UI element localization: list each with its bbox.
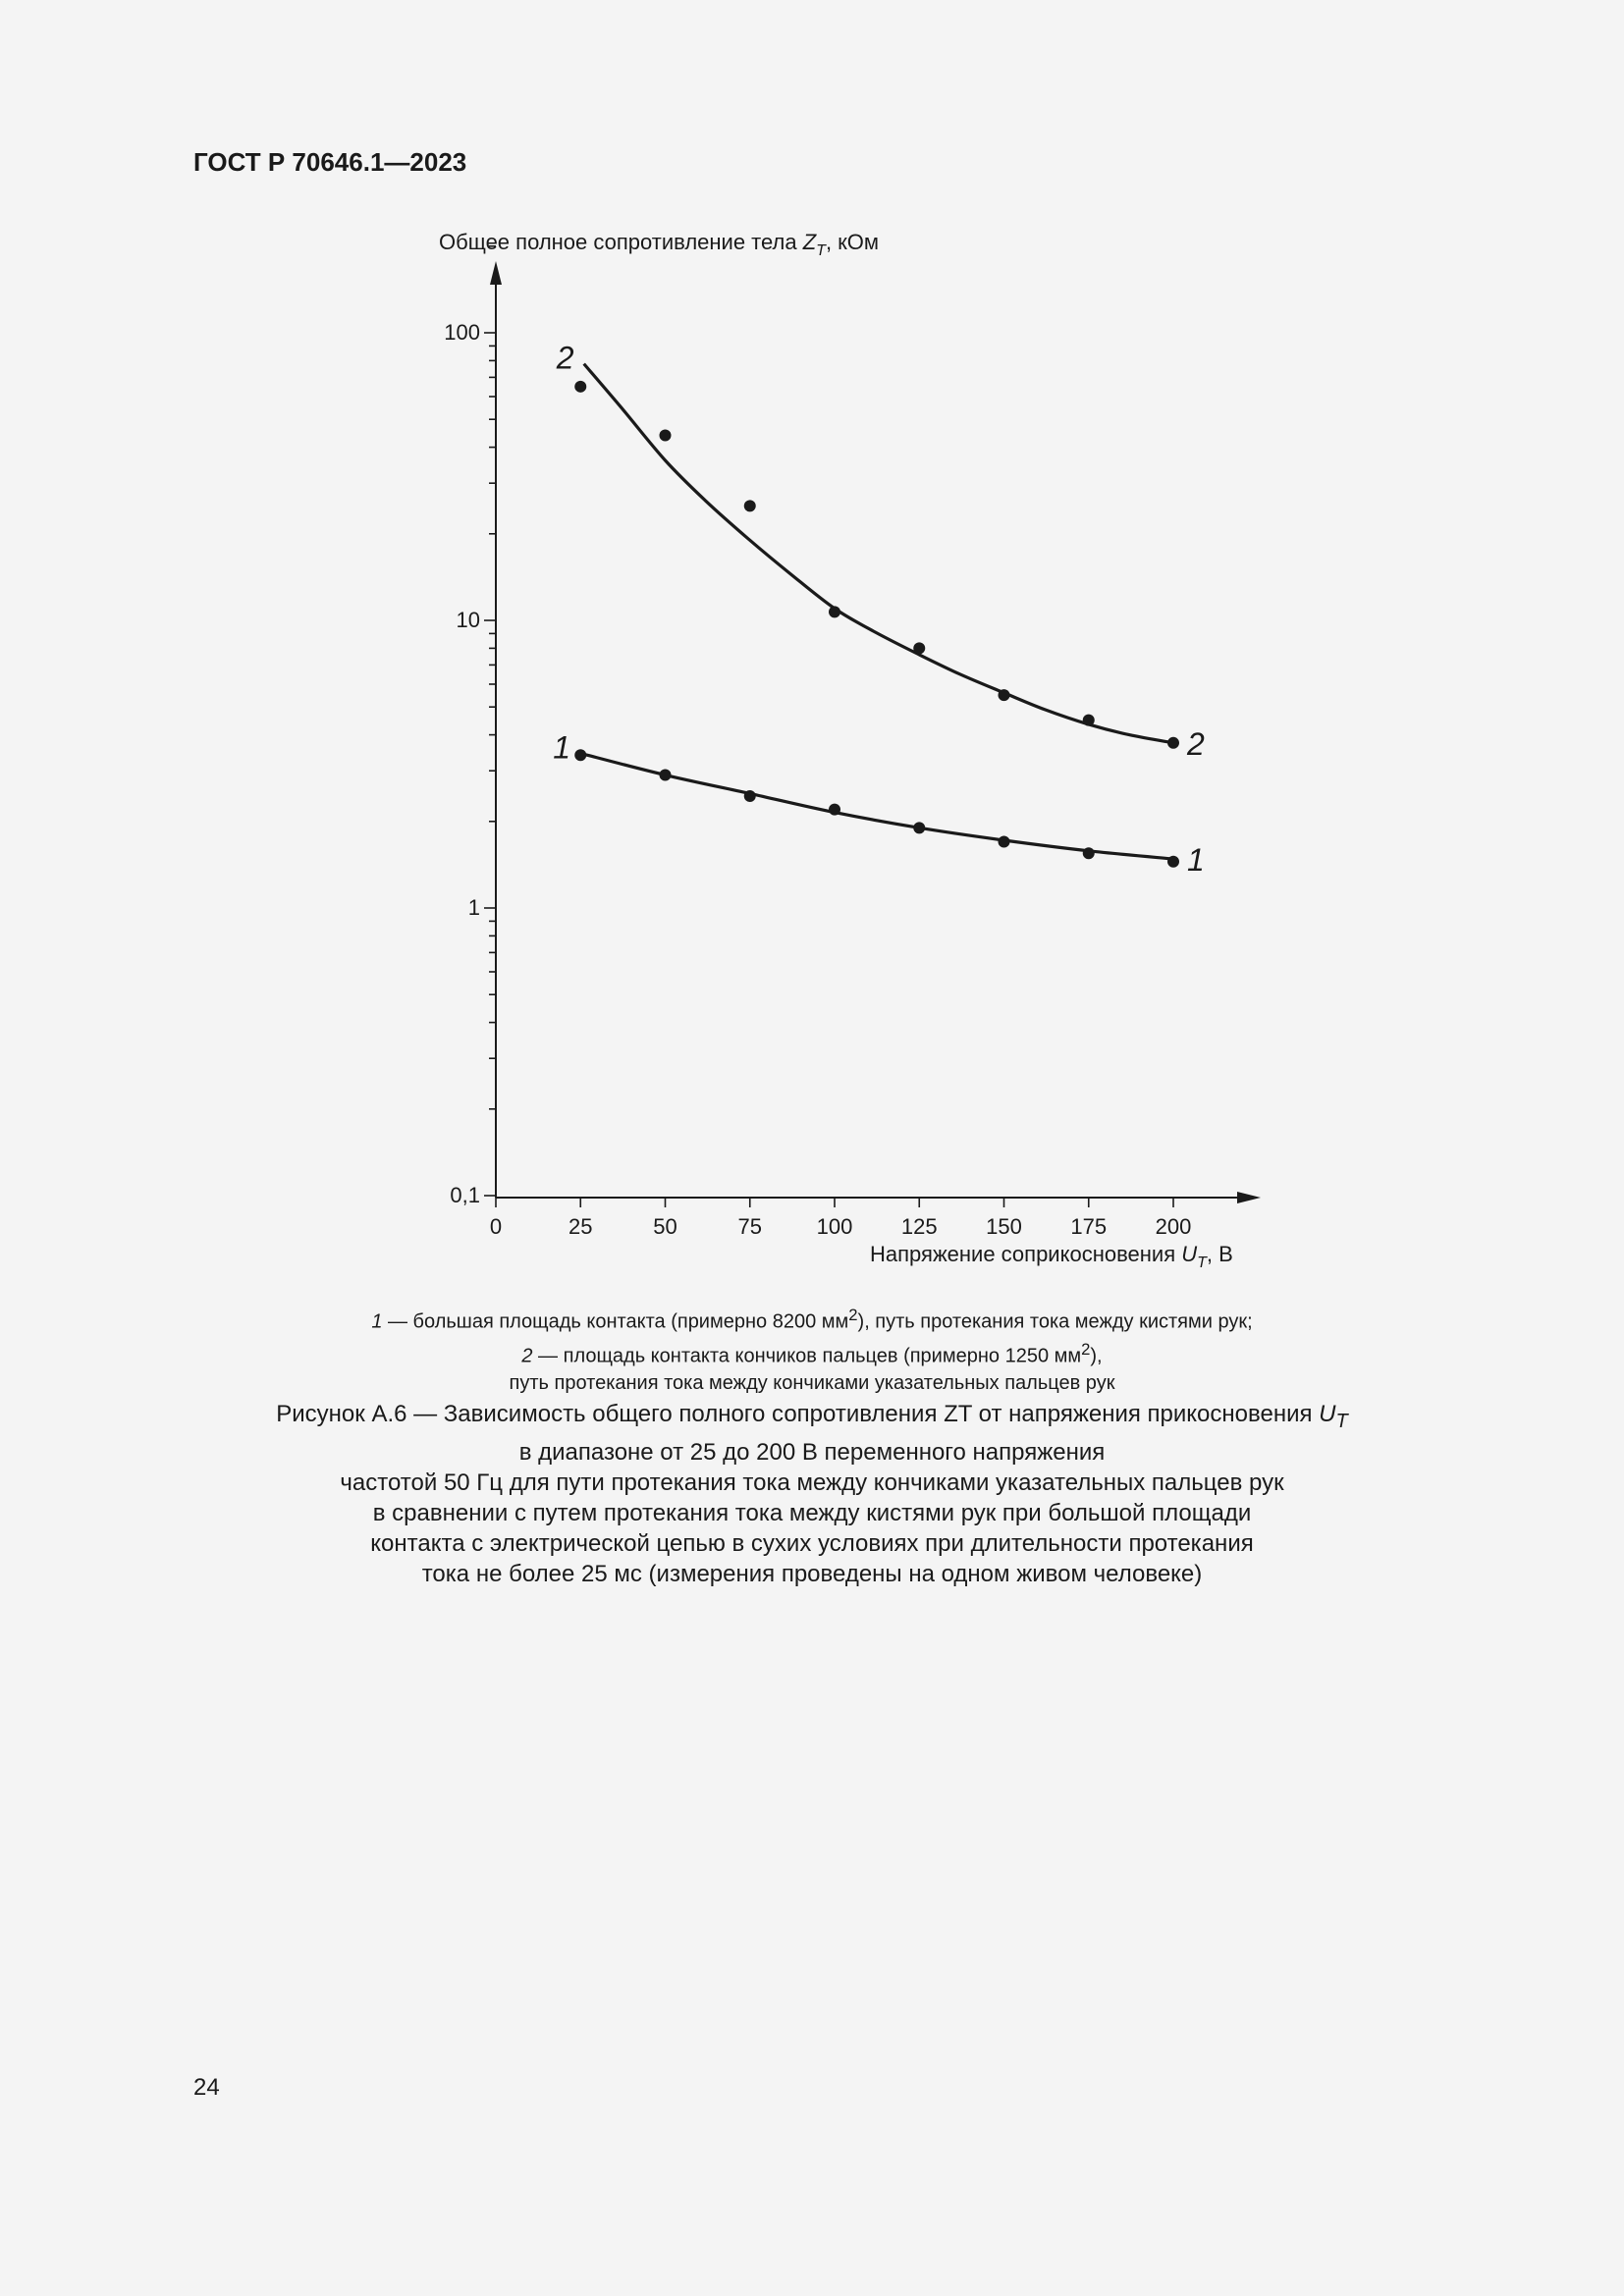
series-1-point [744,790,756,802]
y-tick-label: 1 [467,895,480,920]
series-1-point [1083,847,1095,859]
series-1-label-left: 1 [553,729,571,766]
series-2-point [574,381,586,393]
x-axis-label: Напряжение соприкосновения $U_T$, В [870,1242,1233,1271]
series-1-point [1167,856,1179,868]
series-1-point [999,835,1010,847]
caption-line: тока не более 25 мс (измерения проведены на одном живом человеке) [421,1560,1203,1587]
legend-item-1: 1 — большая площадь контакта (примерно 8200 $мм^2$), путь протекания тока между кистями рук; [371,1306,1253,1333]
x-tick-label: 150 [986,1214,1022,1239]
series-1-label-right: 1 [1187,842,1205,879]
caption-line: контакта с электрической цепью в сухих условиях при длительности протекания [370,1529,1254,1557]
series-2-point [999,689,1010,701]
caption-line: в сравнении с путем протекания тока между кистями рук при большой площади [372,1499,1252,1526]
x-tick-label: 200 [1155,1214,1192,1239]
series-1-point [660,770,672,781]
series-2-point [744,500,756,511]
y-tick-label: 100 [444,320,480,345]
figure-caption [0,1399,1624,1589]
x-tick-label: 125 [900,1214,938,1239]
y-axis-label: Общее полное сопротивление тела $Z_T$, кОм [439,230,880,259]
series-group [553,341,1205,878]
document-header: ГОСТ Р 70646.1—2023 [193,147,467,177]
series-1-point [913,822,925,833]
series-2-label-right: 2 [1187,725,1205,762]
series-1-curve [580,753,1173,859]
x-axis-arrow [1237,1192,1261,1203]
caption-line: частотой 50 Гц для пути протекания тока между кончиками указательных пальцев рук [340,1468,1284,1496]
legend-item-2: 2 — площадь контакта кончиков пальцев (примерно 1250 $мм^2$), [521,1339,1103,1367]
series-2-point [660,429,672,441]
x-tick-label: 50 [653,1214,677,1239]
legend [0,1302,1624,1397]
caption-line: в диапазоне от 25 до 200 В переменного напряжения [518,1438,1106,1466]
x-tick-label: 25 [568,1214,593,1239]
series-2-point [1083,715,1095,726]
series-2-point [913,642,925,654]
y-tick-label: 10 [456,608,480,632]
series-1-point [829,804,840,816]
series-1-point [574,749,586,761]
y-tick-label: 0,1 [450,1183,480,1207]
x-tick-label: 75 [737,1214,762,1239]
series-2-point [1167,737,1179,749]
series-2-point [829,606,840,617]
x-tick-label: 100 [816,1214,853,1239]
legend-item-2-continued: путь протекания тока между кончиками указательных пальцев рук [509,1372,1115,1395]
x-tick-label: 175 [1070,1214,1108,1239]
page-number: 24 [193,2074,220,2101]
y-axis-arrow [490,261,502,285]
caption-line: Рисунок А.6 — Зависимость общего полного сопротивления ZT от напряжения прикосновения $U_T$ [276,1401,1348,1432]
series-2-curve [584,364,1173,743]
x-tick-label: 0 [489,1214,503,1239]
series-2-label-left: 2 [556,340,574,376]
